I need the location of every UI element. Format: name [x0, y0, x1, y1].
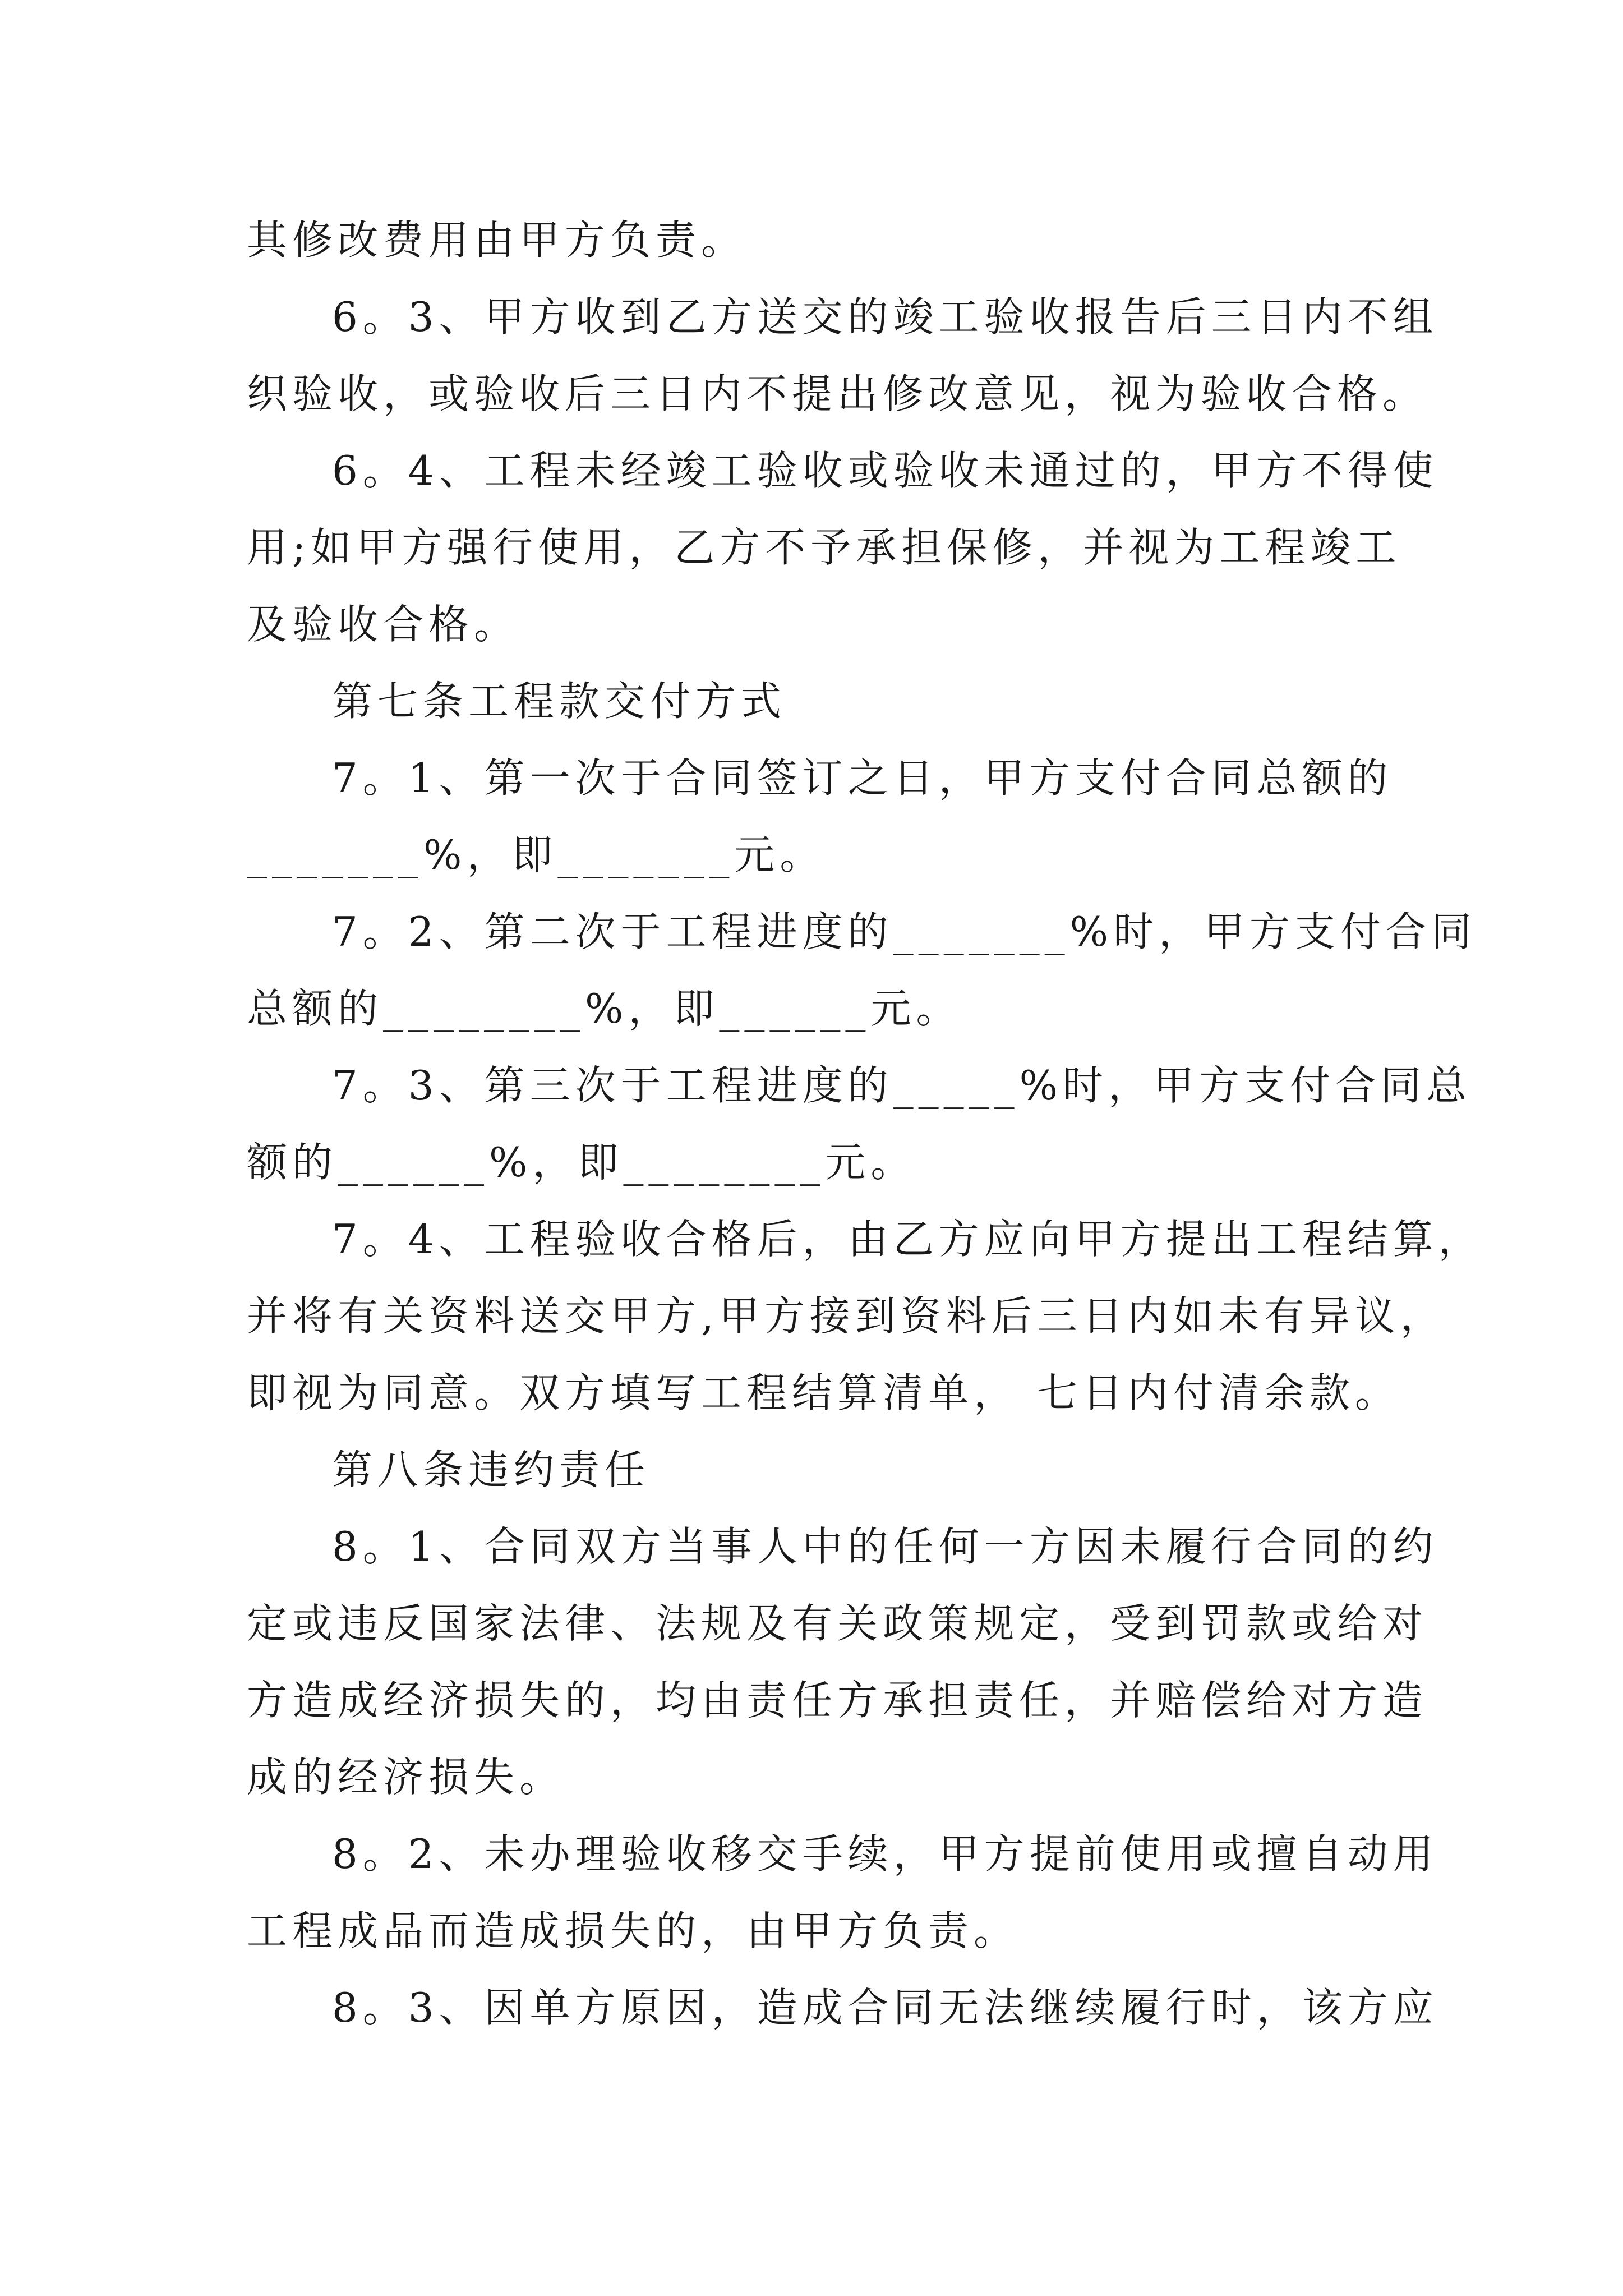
text-line: 工程成品而造成损失的，由甲方负责。: [247, 1907, 1020, 1954]
text-line: 额的______%，即________元。: [247, 1139, 916, 1186]
text-line: 并将有关资料送交甲方,甲方接到资料后三日内如未有异议，: [247, 1292, 1446, 1340]
clause-6-4-line: 6。4、工程未经竣工验收或验收未通过的，甲方不得使: [332, 447, 1438, 494]
clause-7-4-line: 7。4、工程验收合格后，由乙方应向甲方提出工程结算，: [332, 1216, 1484, 1263]
clause-6-3-line: 6。3、甲方收到乙方送交的竣工验收报告后三日内不组: [332, 293, 1438, 341]
text-line: 及验收合格。: [247, 601, 520, 648]
text-line: 织验收，或验收后三日内不提出修改意见，视为验收合格。: [247, 370, 1428, 417]
text-line: 成的经济损失。: [247, 1754, 565, 1801]
clause-7-1-line: 7。1、第一次于合同签订之日，甲方支付合同总额的: [332, 754, 1393, 802]
clause-8-2-line: 8。2、未办理验收移交手续，甲方提前使用或擅自动用: [332, 1830, 1438, 1878]
text-line: 用;如甲方强行使用，乙方不予承担保修，并视为工程竣工: [247, 524, 1401, 571]
article-8-heading: 第八条违约责任: [332, 1446, 651, 1493]
clause-8-1-line: 8。1、合同双方当事人中的任何一方因未履行合同的约: [332, 1523, 1438, 1570]
text-line: _______%，即_______元。: [247, 831, 826, 878]
text-line: 方造成经济损失的，均由责任方承担责任，并赔偿给对方造: [247, 1677, 1428, 1724]
text-line: 定或违反国家法律、法规及有关政策规定，受到罚款或给对: [247, 1600, 1428, 1647]
text-line: 总额的________%，即______元。: [247, 985, 962, 1032]
clause-7-2-line: 7。2、第二次于工程进度的_______%时，甲方支付合同: [332, 908, 1477, 955]
article-7-heading: 第七条工程款交付方式: [332, 678, 787, 725]
text-line: 其修改费用由甲方负责。: [247, 217, 747, 264]
clause-7-3-line: 7。3、第三次于工程进度的_____%时，甲方支付合同总: [332, 1062, 1472, 1109]
text-line: 即视为同意。双方填写工程结算清单， 七日内付清余款。: [247, 1369, 1400, 1416]
document-body: [247, 202, 1484, 2046]
clause-8-3-line: 8。3、因单方原因，造成合同无法继续履行时，该方应: [332, 1984, 1438, 2031]
